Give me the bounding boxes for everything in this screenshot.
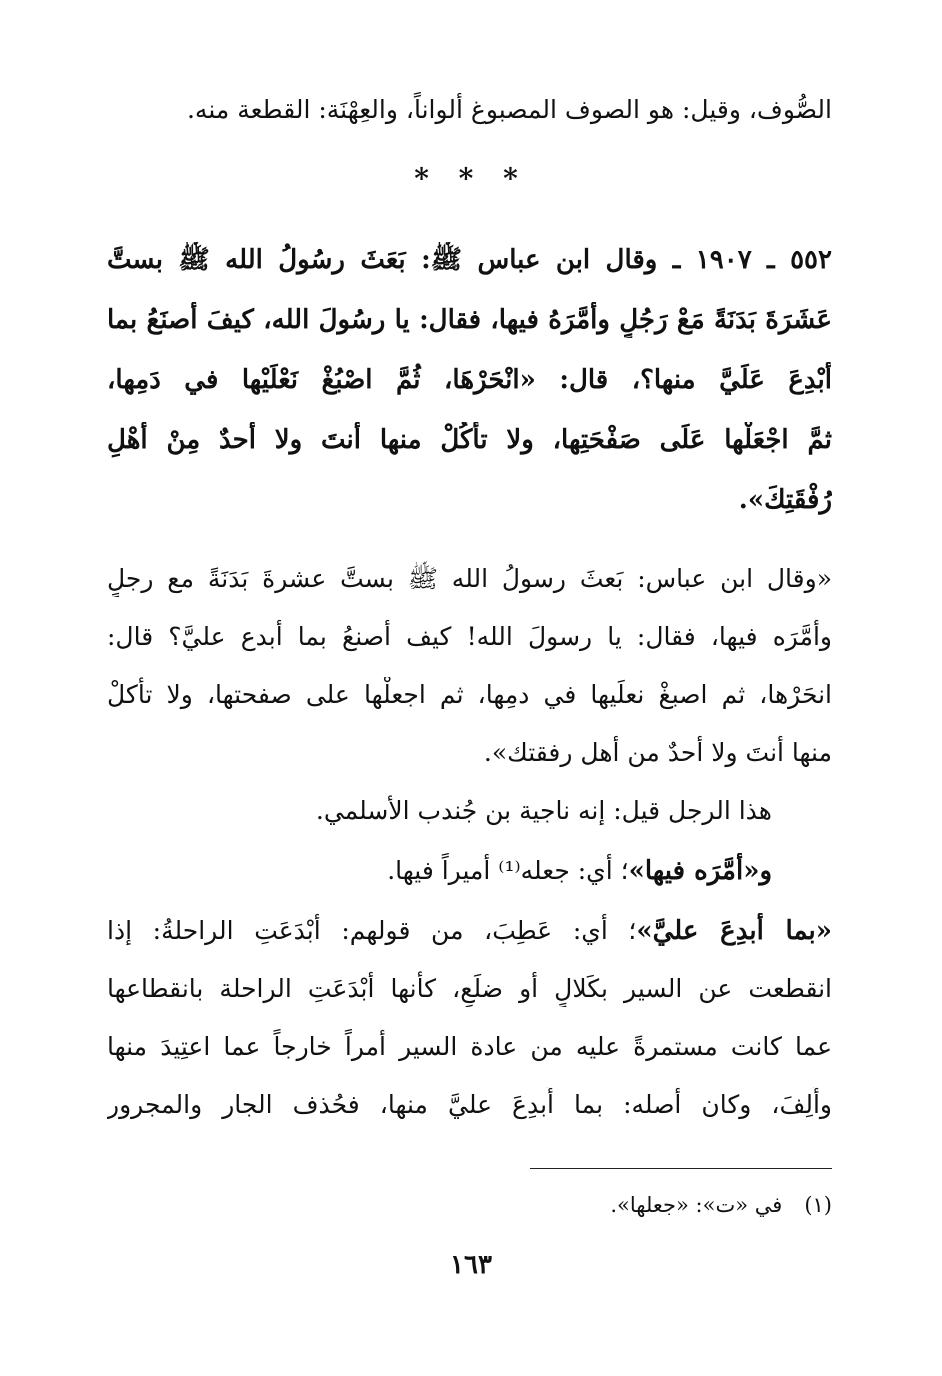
hadith-line: عَشَرَةَ بَدَنَةً مَعْ رَجُلٍ وأمَّرَهُ فيها، فقال: يا رسُولَ الله، كيفَ أصنَعُ بما bbox=[107, 305, 832, 335]
commentary-line: انحَرْها، ثم اصبغْ نعلَيها في دمِها، ثم اجعلْها على صفحتها، ولا تأكلْ bbox=[107, 680, 832, 709]
commentary-line: «وقال ابن عباس: بَعثَ رسولُ الله ﷺ بستَّ عشرةَ بَدَنَةً مع رجلٍ bbox=[107, 564, 832, 593]
quoted-term: و«أمَّرَه فيها» bbox=[628, 856, 772, 886]
commentary-line: وأمَّرَه فيها، فقال: يا رسولَ الله! كيف أصنعُ بما أبدع عليَّ؟ قال: bbox=[107, 622, 832, 651]
commentary-line: منها أنتَ ولا أحدٌ من أهل رفقتك». bbox=[483, 738, 832, 767]
text-line: الصُّوف، وقيل: هو الصوف المصبوغ ألواناً، والعِهْنَة: القطعة منه. bbox=[186, 95, 832, 124]
page-number: ١٦٣ bbox=[450, 1250, 492, 1280]
hadith-line: أُبْدِعَ عَلَيَّ منها؟، قال: «انْحَرْهَا، ثُمَّ اصْبُغْ نَعْلَيْها في دَمِها، bbox=[107, 365, 832, 395]
footnote bbox=[107, 1190, 832, 1220]
commentary-line bbox=[107, 913, 832, 949]
section-separator: * * * bbox=[414, 162, 528, 195]
commentary-line: عما كانت مستمرةً عليه من عادة السير أمراً خارجاً عما اعتِيدَ منها bbox=[107, 1032, 832, 1061]
hadith-line: رُفْقَتِكَ». bbox=[738, 485, 832, 515]
footnote-text: في «ت»: «جعلها». bbox=[610, 1193, 783, 1217]
hadith-line: ٥٥٢ ـ ١٩٠٧ ـ وقال ابن عباس ﷺ: بَعَثَ رسُولُ الله ﷺ بستَّ bbox=[107, 245, 832, 275]
gloss-text: ؛ أي: جعله⁽¹⁾ أميراً فيها. bbox=[387, 856, 629, 885]
hadith-line: ثمَّ اجْعَلْها عَلَى صَفْحَتِها، ولا تأْكُلْ منها أنتَ ولا أحدٌ مِنْ أهْلِ bbox=[107, 425, 832, 455]
commentary-line: وأُلِفَ، وكان أصله: بما أُبدِعَ عليَّ منها، فحُذف الجار والمجرور bbox=[107, 1090, 832, 1119]
quoted-term: «بما أُبدِعَ عليَّ» bbox=[636, 916, 832, 946]
footnote-divider bbox=[530, 1168, 832, 1169]
commentary-line bbox=[107, 853, 772, 889]
gloss-text: ؛ أي: عَطِبَ، من قولهم: أَبْدَعَتِ الراحلةُ: إذا bbox=[107, 916, 637, 945]
commentary-line: هذا الرجل قيل: إنه ناجية بن جُندب الأسلمي. bbox=[315, 796, 772, 825]
commentary-line: انقطعت عن السير بكَلالٍ أو ضلَعٍ، كأنها أَبْدَعَتِ الراحلة بانقطاعها bbox=[107, 974, 832, 1003]
footnote-number: (١) bbox=[804, 1193, 832, 1217]
